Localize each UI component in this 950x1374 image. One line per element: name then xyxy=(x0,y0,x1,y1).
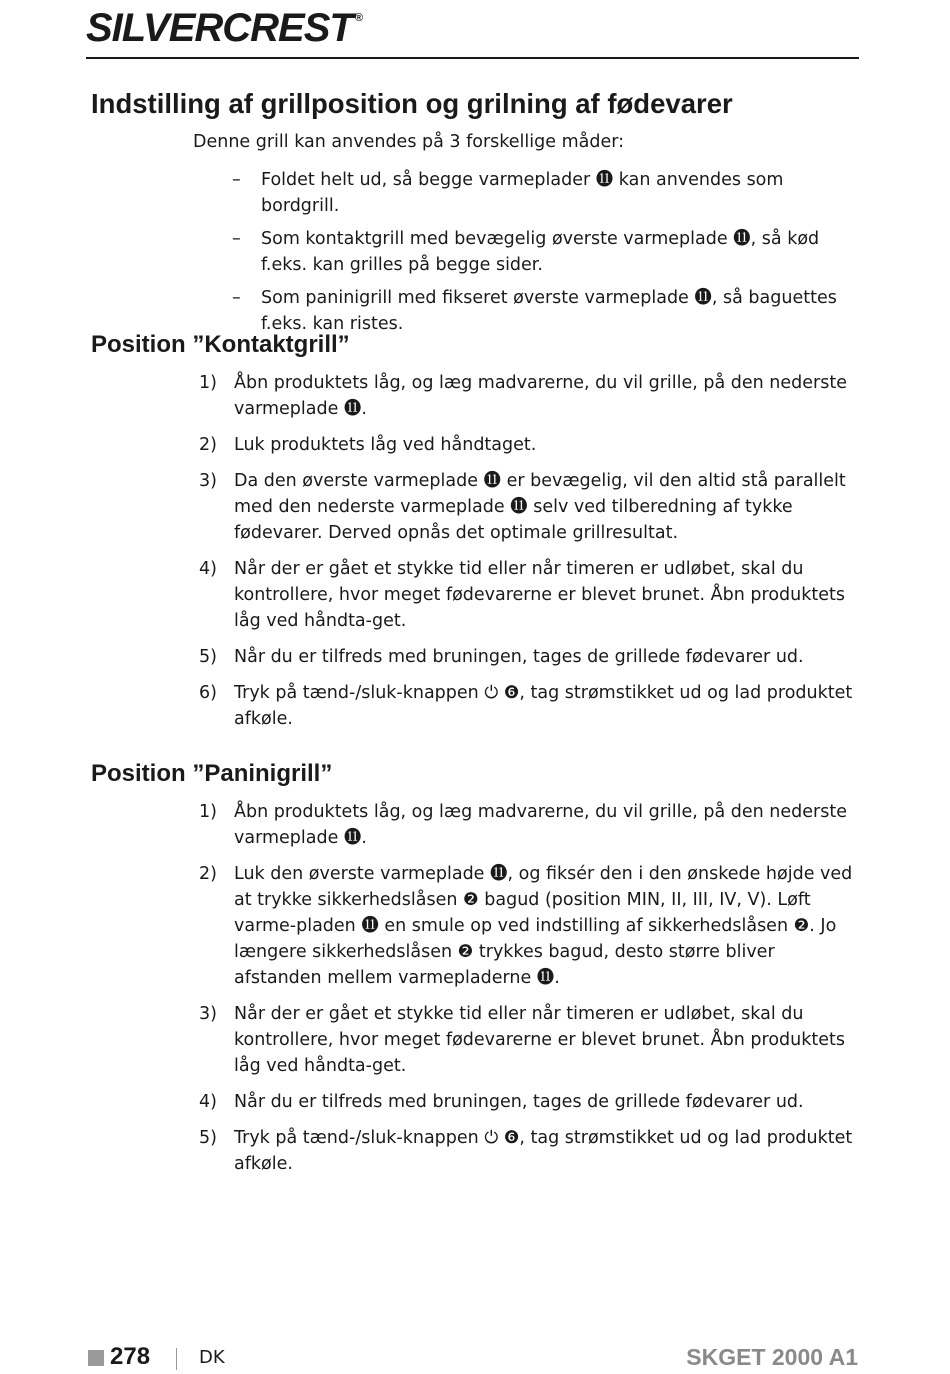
step-item xyxy=(199,370,861,422)
step-item xyxy=(199,861,861,991)
step-text: Åbn produktets låg, og læg madvarerne, du vil grille, på den nederste varmeplade ⓫. xyxy=(234,802,847,848)
step-item xyxy=(199,680,861,732)
step-item xyxy=(199,1001,861,1079)
step-number: 6) xyxy=(199,683,217,703)
step-text: Tryk på tænd-/sluk-knappen ⏻ ❻, tag strømstikket ud og lad produktet afkøle. xyxy=(234,683,853,729)
step-number: 5) xyxy=(199,647,217,667)
logo-crest: CREST xyxy=(222,6,353,50)
paninigrill-steps xyxy=(199,799,861,1187)
step-number: 3) xyxy=(199,471,217,491)
step-number: 4) xyxy=(199,1092,217,1112)
section-heading-paninigrill: Position ”Paninigrill” xyxy=(91,760,333,787)
model-number: SKGET 2000 A1 xyxy=(686,1344,858,1370)
registered-mark: ® xyxy=(354,12,362,24)
dash-mark: – xyxy=(232,170,241,190)
page-number: 278 xyxy=(110,1343,151,1370)
list-item xyxy=(232,167,857,219)
step-number: 1) xyxy=(199,373,217,393)
step-text: Luk den øverste varmeplade ⓫, og fiksér den i den ønskede højde ved at trykke sikkerhedslåsen ❷ bagud (position MIN, II, III, IV, V). Løft varme-pladen ⓫ en smule op ved indstilling af sikkerhedslåsen ❷. Jo længere sikkerhedslåsen ❷ trykkes bagud, desto større bliver afstanden mellem varmepladerne ⓫. xyxy=(234,864,853,988)
step-item xyxy=(199,468,861,546)
step-number: 5) xyxy=(199,1128,217,1148)
step-text: Når du er tilfreds med bruningen, tages de grillede fødevarer ud. xyxy=(234,647,804,667)
step-item xyxy=(199,432,861,458)
silvercrest-logo xyxy=(86,6,362,51)
step-number: 3) xyxy=(199,1004,217,1024)
step-text: Når der er gået et stykke tid eller når timeren er udløbet, skal du kontrollere, hvor meget fødevarerne er blevet brunet. Åbn produktets låg ved håndta-get. xyxy=(234,559,845,631)
section-heading-kontaktgrill: Position ”Kontaktgrill” xyxy=(91,331,350,358)
step-text: Tryk på tænd-/sluk-knappen ⏻ ❻, tag strømstikket ud og lad produktet afkøle. xyxy=(234,1128,853,1174)
step-number: 4) xyxy=(199,559,217,579)
kontaktgrill-steps xyxy=(199,370,861,742)
dash-mark: – xyxy=(232,229,241,249)
step-number: 2) xyxy=(199,864,217,884)
step-item xyxy=(199,1089,861,1115)
logo-silver: SILVER xyxy=(86,6,223,50)
list-item-text: Som paninigrill med fikseret øverste varmeplade ⓫, så baguettes f.eks. kan ristes. xyxy=(261,288,837,334)
list-item xyxy=(232,226,857,278)
language-code: DK xyxy=(199,1347,225,1368)
step-number: 2) xyxy=(199,435,217,455)
usage-list xyxy=(232,167,857,344)
footer-divider xyxy=(176,1348,177,1370)
step-item xyxy=(199,644,861,670)
step-text: Da den øverste varmeplade ⓫ er bevægelig, vil den altid stå parallelt med den nederste varmeplade ⓫ selv ved tilberedning af tykke fødevarer. Derved opnås det optimale grillresultat. xyxy=(234,471,846,543)
step-item xyxy=(199,556,861,634)
intro-text: Denne grill kan anvendes på 3 forskellige måder: xyxy=(193,132,624,152)
step-text: Luk produktets låg ved håndtaget. xyxy=(234,435,537,455)
list-item-text: Som kontaktgrill med bevægelig øverste varmeplade ⓫, så kød f.eks. kan grilles på begge sider. xyxy=(261,229,820,275)
list-item xyxy=(232,285,857,337)
step-text: Når du er tilfreds med bruningen, tages de grillede fødevarer ud. xyxy=(234,1092,804,1112)
step-item xyxy=(199,1125,861,1177)
step-text: Når der er gået et stykke tid eller når timeren er udløbet, skal du kontrollere, hvor meget fødevarerne er blevet brunet. Åbn produktets låg ved håndta-get. xyxy=(234,1004,845,1076)
dash-mark: – xyxy=(232,288,241,308)
step-item xyxy=(199,799,861,851)
page-title: Indstilling af grillposition og grilning af fødevarer xyxy=(91,88,733,119)
step-text: Åbn produktets låg, og læg madvarerne, du vil grille, på den nederste varmeplade ⓫. xyxy=(234,373,847,419)
step-number: 1) xyxy=(199,802,217,822)
footer-square-icon xyxy=(88,1350,104,1366)
header-rule xyxy=(86,57,859,59)
list-item-text: Foldet helt ud, så begge varmeplader ⓫ kan anvendes som bordgrill. xyxy=(261,170,784,216)
